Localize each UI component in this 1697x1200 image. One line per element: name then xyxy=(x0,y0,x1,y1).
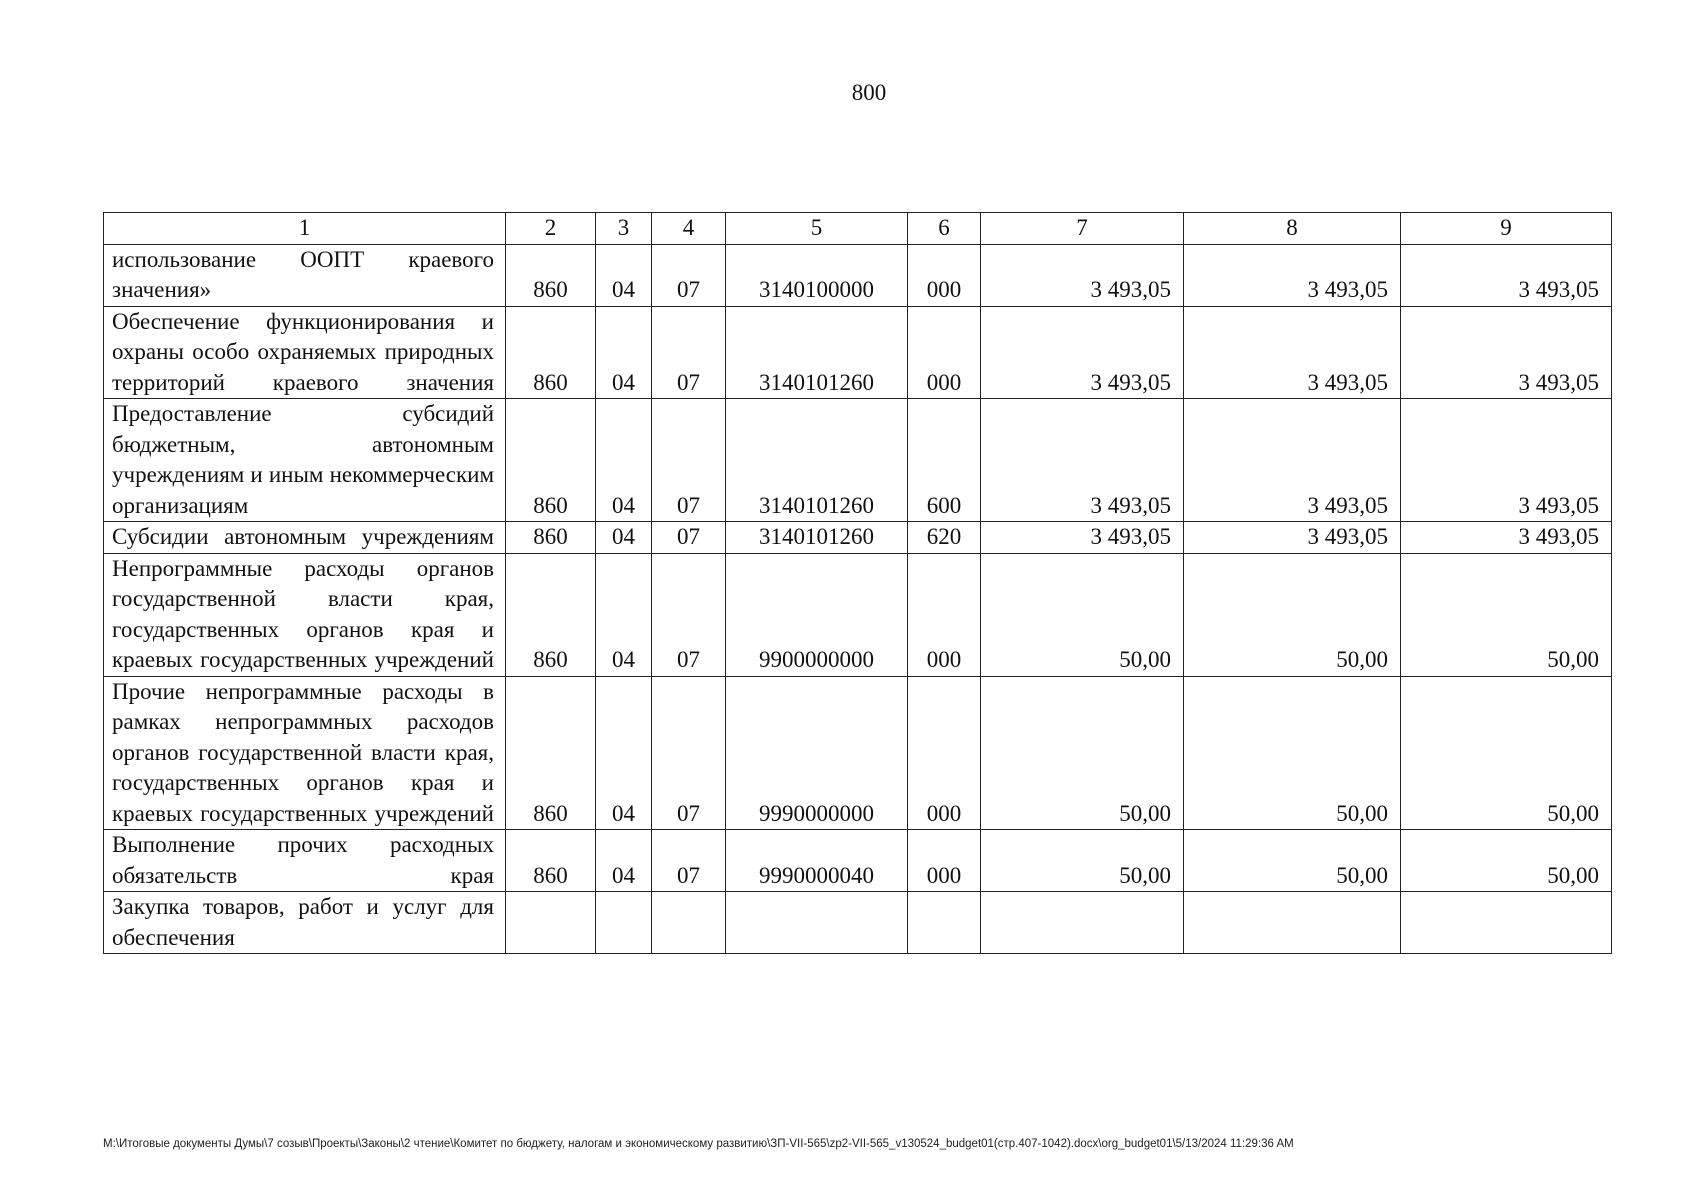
cell-subsection-code: 07 xyxy=(652,830,726,892)
row-description: Закупка товаров, работ и услуг для обеспечения xyxy=(104,892,506,954)
cell-amount-col8: 50,00 xyxy=(1184,553,1401,676)
cell-expense-type: 000 xyxy=(908,676,981,830)
cell-expense-type: 600 xyxy=(908,399,981,522)
cell-target-article: 3140100000 xyxy=(726,244,908,306)
cell-ministry-code: 860 xyxy=(506,830,596,892)
cell-target-article: 9990000000 xyxy=(726,676,908,830)
cell-ministry-code: 860 xyxy=(506,399,596,522)
cell-amount-col8 xyxy=(1184,892,1401,954)
cell-ministry-code: 860 xyxy=(506,553,596,676)
column-header: 4 xyxy=(652,213,726,245)
cell-section-code: 04 xyxy=(596,830,652,892)
table-row xyxy=(104,399,1612,522)
cell-ministry-code: 860 xyxy=(506,244,596,306)
cell-section-code: 04 xyxy=(596,676,652,830)
table-row xyxy=(104,892,1612,954)
cell-amount-col7: 3 493,05 xyxy=(981,522,1184,554)
row-description: Предоставление субсидий бюджетным, автономным учреждениям и иным некоммерческим организациям xyxy=(104,399,506,522)
cell-amount-col8: 3 493,05 xyxy=(1184,522,1401,554)
cell-amount-col8: 3 493,05 xyxy=(1184,244,1401,306)
cell-target-article xyxy=(726,892,908,954)
cell-amount-col7: 50,00 xyxy=(981,676,1184,830)
column-header: 3 xyxy=(596,213,652,245)
cell-target-article: 9990000040 xyxy=(726,830,908,892)
cell-section-code: 04 xyxy=(596,244,652,306)
row-description: Выполнение прочих расходных обязательств края xyxy=(104,830,506,892)
row-description: Непрограммные расходы органов государственной власти края, государственных органов края и краевых государственных учреждений xyxy=(104,553,506,676)
cell-section-code xyxy=(596,892,652,954)
column-header: 2 xyxy=(506,213,596,245)
cell-subsection-code: 07 xyxy=(652,676,726,830)
column-header: 9 xyxy=(1401,213,1612,245)
row-description: Обеспечение функционирования и охраны особо охраняемых природных территорий краевого значения xyxy=(104,306,506,399)
cell-amount-col7: 3 493,05 xyxy=(981,399,1184,522)
cell-amount-col8: 50,00 xyxy=(1184,676,1401,830)
cell-subsection-code: 07 xyxy=(652,553,726,676)
cell-section-code: 04 xyxy=(596,306,652,399)
cell-subsection-code xyxy=(652,892,726,954)
cell-expense-type: 620 xyxy=(908,522,981,554)
document-file-path: M:\Итоговые документы Думы\7 созыв\Проекты\Законы\2 чтение\Комитет по бюджету, налогам и экономическому развитию\ЗП-VII-565\zp2-VII-565_v130524_budget01(стр.407-1042).docx\org_budget01\5/13/2024 11:29:36 AM xyxy=(103,1138,1294,1150)
row-description: Субсидии автономным учреждениям xyxy=(104,522,506,554)
column-header: 5 xyxy=(726,213,908,245)
cell-amount-col8: 3 493,05 xyxy=(1184,399,1401,522)
cell-expense-type: 000 xyxy=(908,830,981,892)
cell-section-code: 04 xyxy=(596,553,652,676)
cell-ministry-code: 860 xyxy=(506,306,596,399)
cell-section-code: 04 xyxy=(596,399,652,522)
table-row xyxy=(104,522,1612,554)
table-row xyxy=(104,830,1612,892)
cell-subsection-code: 07 xyxy=(652,306,726,399)
column-header: 1 xyxy=(104,213,506,245)
cell-target-article: 3140101260 xyxy=(726,399,908,522)
cell-amount-col9: 3 493,05 xyxy=(1401,522,1612,554)
row-description: использование ООПТ краевого значения» xyxy=(104,244,506,306)
cell-amount-col7: 50,00 xyxy=(981,830,1184,892)
cell-amount-col8: 50,00 xyxy=(1184,830,1401,892)
row-description: Прочие непрограммные расходы в рамках непрограммных расходов органов государственной власти края, государственных органов края и краевых государственных учреждений xyxy=(104,676,506,830)
cell-expense-type: 000 xyxy=(908,553,981,676)
cell-subsection-code: 07 xyxy=(652,399,726,522)
cell-amount-col9: 50,00 xyxy=(1401,830,1612,892)
cell-target-article: 9900000000 xyxy=(726,553,908,676)
cell-amount-col8: 3 493,05 xyxy=(1184,306,1401,399)
table-row xyxy=(104,553,1612,676)
cell-expense-type: 000 xyxy=(908,306,981,399)
cell-amount-col9: 50,00 xyxy=(1401,676,1612,830)
cell-subsection-code: 07 xyxy=(652,522,726,554)
cell-ministry-code: 860 xyxy=(506,676,596,830)
cell-ministry-code: 860 xyxy=(506,522,596,554)
cell-amount-col7: 3 493,05 xyxy=(981,306,1184,399)
cell-amount-col7 xyxy=(981,892,1184,954)
cell-amount-col9: 3 493,05 xyxy=(1401,399,1612,522)
cell-ministry-code xyxy=(506,892,596,954)
cell-amount-col7: 3 493,05 xyxy=(981,244,1184,306)
cell-amount-col9: 50,00 xyxy=(1401,553,1612,676)
column-header: 6 xyxy=(908,213,981,245)
table-row xyxy=(104,244,1612,306)
column-header: 7 xyxy=(981,213,1184,245)
cell-amount-col7: 50,00 xyxy=(981,553,1184,676)
table-header-row xyxy=(104,213,1612,245)
cell-expense-type xyxy=(908,892,981,954)
table-row xyxy=(104,676,1612,830)
column-header: 8 xyxy=(1184,213,1401,245)
cell-target-article: 3140101260 xyxy=(726,306,908,399)
cell-amount-col9 xyxy=(1401,892,1612,954)
cell-expense-type: 000 xyxy=(908,244,981,306)
cell-section-code: 04 xyxy=(596,522,652,554)
cell-amount-col9: 3 493,05 xyxy=(1401,306,1612,399)
cell-subsection-code: 07 xyxy=(652,244,726,306)
cell-target-article: 3140101260 xyxy=(726,522,908,554)
table-row xyxy=(104,306,1612,399)
budget-table xyxy=(103,212,1612,954)
page-number: 800 xyxy=(851,80,887,105)
cell-amount-col9: 3 493,05 xyxy=(1401,244,1612,306)
